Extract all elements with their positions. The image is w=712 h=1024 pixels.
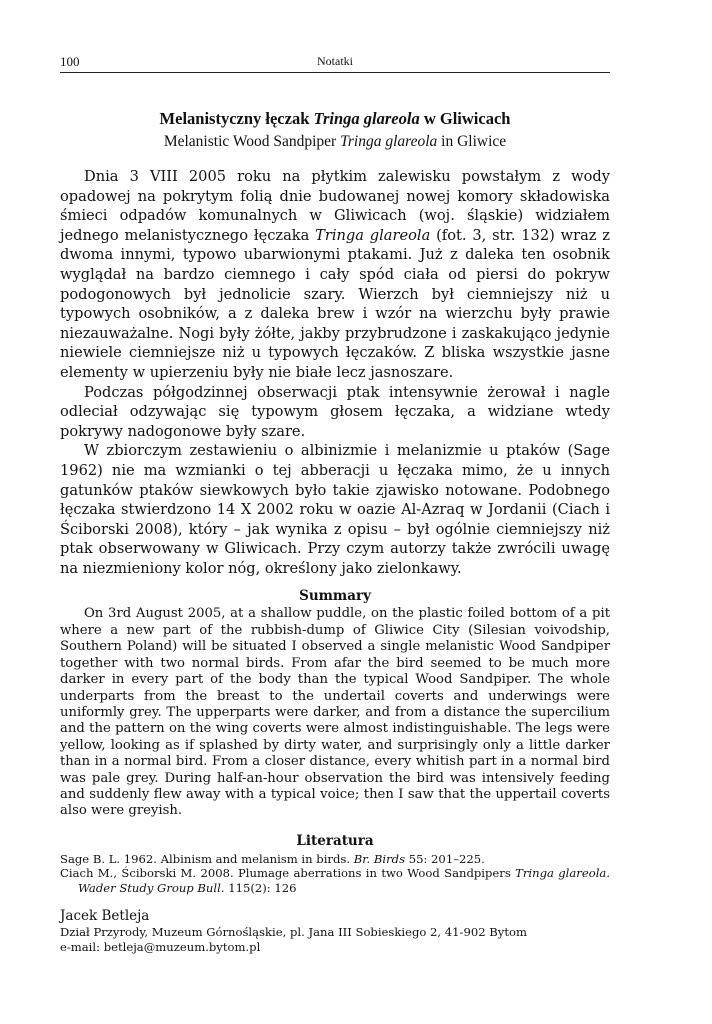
- author-email: e-mail: betleja@muzeum.bytom.pl: [60, 940, 261, 955]
- journal-name: Wader Study Group Bull.: [78, 880, 225, 895]
- reference-text: Sage B. L. 1962. Albinism and melanism in birds.: [60, 851, 354, 866]
- title-text: Melanistyczny łęczak: [159, 109, 314, 128]
- author-name: Jacek Betleja: [60, 908, 150, 925]
- summary-paragraph: On 3rd August 2005, at a shallow puddle, on the plastic foiled bottom of a pit where a new part of the rubbish-dump of Gliwice City (Silesian voivodship, Southern Poland) will be situated I observed a single melanistic Wood Sandpiper together with two normal birds. From afar the bird seemed to be much more darker in every part of the body than the typical Wood Sandpiper. The whole underparts from the breast to the undertail coverts and underwings were uniformly grey. The upperparts were darker, and from a distance the supercilium and the pattern on the wing coverts were almost indistinguishable. The legs were yellow, looking as if splashed by dirty water, and surprisingly only a little darker than in a normal bird. From a closer distance, every whitish part in a normal bird was pale grey. During half-an-hour observation the bird was intensively feeding and suddenly flew away with a typical voice; then I saw that the uppertail coverts also were greyish.: [60, 606, 610, 819]
- subtitle-species: Tringa glareola: [340, 133, 438, 150]
- journal-page: [60, 50, 610, 955]
- body-paragraph-3: W zbiorczym zestawieniu o albinizmie i melanizmie u ptaków (Sage 1962) nie ma wzmianki o tej abberacji u łęczaka mimo, że u innych gatunków ptaków siewkowych było takie zjawisko notowane. Podobnego łęczaka stwierdzono 14 X 2002 roku w oazie Al-Azraq w Jordanii (Ciach i Ściborski 2008), który – jak wynika z opisu – był ogólnie ciemniejszy niż ptak obserwowany w Gliwicach. Przy czym autorzy także zwrócili uwagę na niezmieniony kolor nóg, określony jako zielonkawy.: [60, 442, 610, 577]
- page-number: 100: [60, 54, 80, 69]
- body-paragraph-1: [60, 167, 610, 383]
- reference-item: [60, 866, 610, 895]
- subtitle-text-end: in Gliwice: [437, 133, 507, 150]
- reference-list: [60, 852, 610, 896]
- section-name: Notatki: [317, 54, 353, 68]
- article-title: [60, 109, 610, 129]
- body-paragraph-2: Podczas półgodzinnej obserwacji ptak intensywnie żerował i nagle odleciał odzywając się typowym głosem łęczaka, a widziane wtedy pokrywy nadogonowe były szare.: [60, 383, 610, 440]
- title-text-end: w Gliwicach: [419, 109, 511, 128]
- subtitle-text: Melanistic Wood Sandpiper: [163, 133, 341, 150]
- journal-name: Br. Birds: [353, 851, 406, 866]
- author-block: [60, 907, 610, 955]
- summary-section: [60, 606, 610, 819]
- running-header: [60, 50, 610, 73]
- species-name: Tringa glareola: [515, 866, 607, 881]
- author-affiliation: Dział Przyrody, Muzeum Górnośląskie, pl. Jana III Sobieskiego 2, 41-902 Bytom: [60, 925, 527, 940]
- reference-text: 115(2): 126: [224, 880, 297, 895]
- species-name: Tringa glareola: [315, 226, 431, 244]
- article-subtitle: [60, 133, 610, 151]
- reference-item: [60, 852, 610, 867]
- paragraph-text: Dnia 3 VIII 2005 roku na płytkim zalewisku powstałym z wody opadowej na pokrytym folią dnie budowanej nowej komory składowiska śmieci odpadów komunalnych w Gliwicach (woj. śląskie) widziałem jednego melanistycznego łęczaka: [60, 168, 610, 244]
- literature-heading: Literatura: [296, 832, 374, 849]
- summary-heading: Summary: [299, 588, 371, 605]
- paragraph-text: (fot. 3, str. 132) wraz z dwoma innymi, typowo ubarwionymi ptakami. Już z daleka ten osobnik wyglądał na bardzo ciemnego i cały spód ciała od piersi do pokryw podogonowych był jednolicie szary. Wierzch był ciemniejszy niż u typowych osobników, a z daleka brew i wzór na wierzchu były prawie niezauważalne. Nogi były żółte, jakby przybrudzone i zaskakująco jedynie niewiele ciemniejsze niż u typowych łęczaków. Z bliska wszystkie jasne elementy w upierzeniu były nie białe lecz jasnoszare.: [60, 226, 610, 381]
- polish-body: [60, 167, 610, 578]
- reference-text: .: [606, 866, 610, 881]
- reference-text: 55: 201–225.: [405, 851, 485, 866]
- reference-text: Ciach M., Ściborski M. 2008. Plumage aberrations in two Wood Sandpipers: [60, 866, 516, 881]
- title-species: Tringa glareola: [313, 109, 420, 128]
